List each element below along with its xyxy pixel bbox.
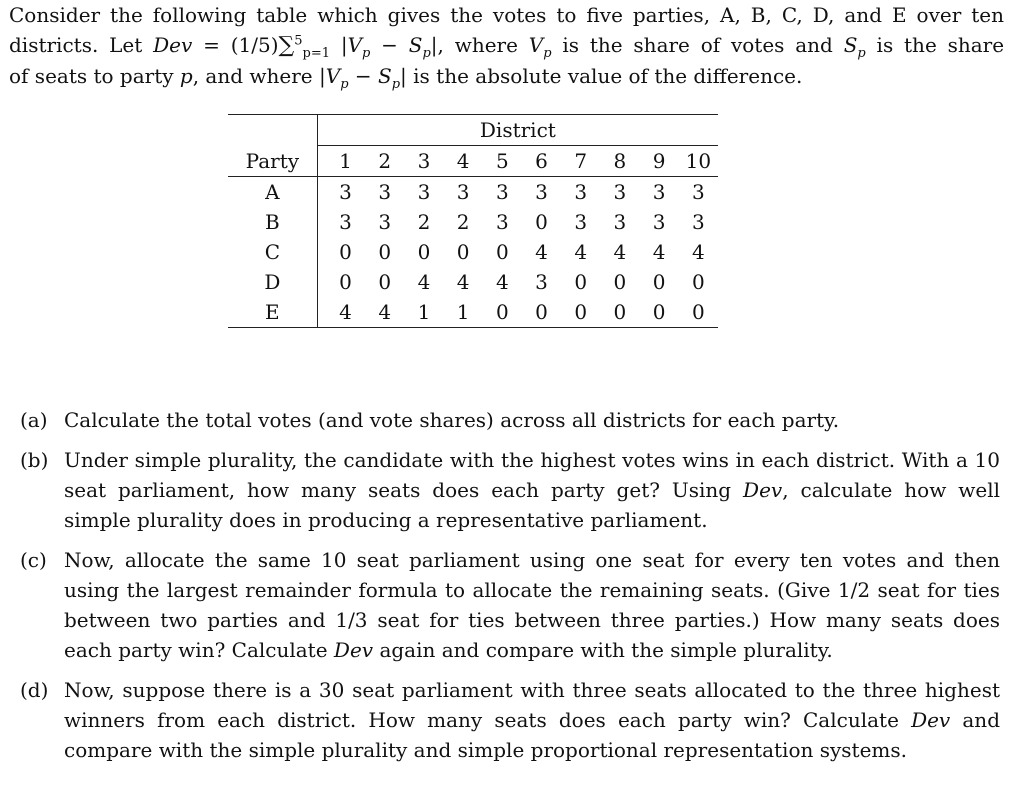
question-text-part: again and compare with the simple plurality. <box>373 638 833 662</box>
vote-cell: 4 <box>317 297 365 328</box>
vote-cell: 3 <box>691 210 705 234</box>
vote-cell: 4 <box>613 240 627 264</box>
vote-cell: 0 <box>600 297 639 328</box>
dev-symbol: Dev <box>333 638 374 662</box>
vote-cell: 3 <box>535 270 548 294</box>
vp-symbol: V <box>528 33 544 57</box>
vote-cell: 3 <box>574 180 588 204</box>
question-label: (a) <box>20 408 48 432</box>
vote-cell: 3 <box>339 180 352 204</box>
district-header: District <box>317 115 718 146</box>
vote-cell: 3 <box>339 210 352 234</box>
dev-symbol: Dev <box>153 33 193 57</box>
vote-cell: 3 <box>495 210 509 234</box>
vote-cell: 3 <box>652 210 666 234</box>
vote-cell: 0 <box>574 270 588 294</box>
intro-line-2: districts. Let Dev = (1/5)∑$^5_{p=1}$ $|V_p - S_p|$, where $V_p$ is the share of votes and $S_p$ is the share <box>9 33 1005 61</box>
vote-cell: 0 <box>339 270 352 294</box>
questions-list <box>20 405 1000 775</box>
sum-upper: 5 <box>294 33 303 49</box>
district-number: 1 <box>317 146 365 177</box>
vote-cell: 4 <box>495 270 509 294</box>
vote-cell: 4 <box>652 240 666 264</box>
vote-cell: 0 <box>613 270 627 294</box>
vote-cell: 1 <box>444 297 483 328</box>
sum-symbol: ∑ <box>278 33 295 58</box>
intro-line-1 <box>9 0 1004 30</box>
vote-cell: 3 <box>378 180 392 204</box>
vote-cell: 0 <box>679 297 718 328</box>
question-text <box>64 405 1000 435</box>
question-item <box>20 675 1000 765</box>
intro-text-3a: of seats to party <box>9 64 174 88</box>
party-label: C <box>228 237 317 267</box>
intro-text-2a: districts. Let <box>9 33 143 57</box>
vote-cell: 0 <box>639 297 678 328</box>
vote-cell: 3 <box>691 180 705 204</box>
vote-cell: 3 <box>574 210 588 234</box>
p-symbol: p <box>179 64 193 88</box>
district-number: 9 <box>639 146 678 177</box>
party-label: D <box>228 267 317 297</box>
vote-cell: 3 <box>535 180 548 204</box>
district-number: 6 <box>522 146 561 177</box>
question-text-part: Now, suppose there is a 30 seat parliament with three seats allocated to the three highest winners from each district. How many seats does each party win? Calculate <box>64 678 1000 732</box>
intro-text-2b: , where <box>437 33 518 57</box>
intro-text-3b: , and where <box>192 64 313 88</box>
question-text-part: Under simple plurality, the candidate with the highest votes wins in each district. With a 10 seat parliament, how many seats does each party get? Using <box>64 448 1000 502</box>
vote-cell: 3 <box>417 180 431 204</box>
vote-cell: 0 <box>378 240 392 264</box>
question-text-part: , calculate how well simple plurality does in producing a representative parliament. <box>64 478 1001 532</box>
intro-text-2d: is the share <box>876 33 1005 57</box>
party-header: Party <box>228 146 317 177</box>
sp-symbol: S <box>843 33 858 57</box>
vote-cell: 1 <box>404 297 443 328</box>
district-header-row <box>228 115 718 146</box>
intro-text-2c: is the share of votes and <box>562 33 833 57</box>
vote-cell: 4 <box>365 297 404 328</box>
vote-cell: 0 <box>652 270 666 294</box>
vote-cell: 0 <box>691 270 705 294</box>
vote-cell: 4 <box>456 270 470 294</box>
table-row <box>228 237 718 267</box>
dev-symbol: Dev <box>911 708 951 732</box>
district-number: 8 <box>600 146 639 177</box>
intro-text-1: Consider the following table which gives the votes to five parties, A, B, C, D, and E over ten <box>9 3 1004 27</box>
vote-cell: 0 <box>456 240 470 264</box>
vote-cell: 0 <box>522 297 561 328</box>
intro-line-3 <box>9 61 1004 91</box>
intro-paragraph <box>9 0 1004 91</box>
intro-text-3c: is the absolute value of the difference. <box>413 64 803 88</box>
vote-cell: 0 <box>535 210 548 234</box>
question-text <box>64 545 1000 665</box>
vote-cell: 3 <box>378 210 392 234</box>
vote-cell: 3 <box>613 210 627 234</box>
sum-lower: p=1 <box>302 46 330 61</box>
vote-cell: 3 <box>456 180 470 204</box>
abs-expression-2: $|V_p - S_p|$ <box>319 64 407 92</box>
vote-cell: 0 <box>417 240 431 264</box>
vote-cell: 0 <box>561 297 600 328</box>
question-label: (c) <box>20 548 47 572</box>
vote-cell: 2 <box>456 210 470 234</box>
table-row <box>228 297 718 328</box>
vote-cell: 0 <box>339 240 352 264</box>
vote-cell: 0 <box>378 270 392 294</box>
question-label: (b) <box>20 448 49 472</box>
intro-eq: = (1/5) <box>203 33 279 57</box>
district-number-row <box>228 146 718 177</box>
vote-cell: 4 <box>417 270 431 294</box>
vote-cell: 3 <box>495 180 509 204</box>
district-number: 7 <box>561 146 600 177</box>
party-label: E <box>228 297 317 328</box>
party-label: A <box>228 177 317 208</box>
vote-cell: 0 <box>495 240 509 264</box>
vote-cell: 4 <box>574 240 588 264</box>
abs-expression: $|V_p - S_p|$ <box>340 33 438 61</box>
vote-cell: 0 <box>483 297 522 328</box>
question-text-part: Now, allocate the same 10 seat parliament using one seat for every ten votes and then using the largest remainder formula to allocate the remaining seats. (Give 1/2 seat for ties between two parties and 1/3 seat for ties between three parties.) How many seats does each party win? Calculate <box>64 548 1000 662</box>
party-label: B <box>228 207 317 237</box>
table-row <box>228 267 718 297</box>
district-number: 5 <box>483 146 522 177</box>
district-number: 4 <box>444 146 483 177</box>
question-item <box>20 545 1000 665</box>
question-text-part: Calculate the total votes (and vote shares) across all districts for each party. <box>64 408 840 432</box>
question-text <box>64 675 1000 765</box>
vote-cell: 3 <box>652 180 666 204</box>
district-number: 2 <box>365 146 404 177</box>
question-label: (d) <box>20 678 49 702</box>
table-row <box>228 207 718 237</box>
question-text <box>64 445 1000 535</box>
district-number: 10 <box>679 146 718 177</box>
vote-cell: 3 <box>613 180 627 204</box>
dev-symbol: Dev <box>743 478 783 502</box>
table-row <box>228 177 718 208</box>
votes-table <box>228 114 718 328</box>
question-text-part: and compare with the simple plurality and simple proportional representation systems. <box>64 708 1000 762</box>
vote-cell: 4 <box>691 240 705 264</box>
vote-cell: 4 <box>535 240 548 264</box>
question-item <box>20 445 1000 535</box>
question-item <box>20 405 1000 435</box>
vote-cell: 2 <box>417 210 431 234</box>
district-number: 3 <box>404 146 443 177</box>
